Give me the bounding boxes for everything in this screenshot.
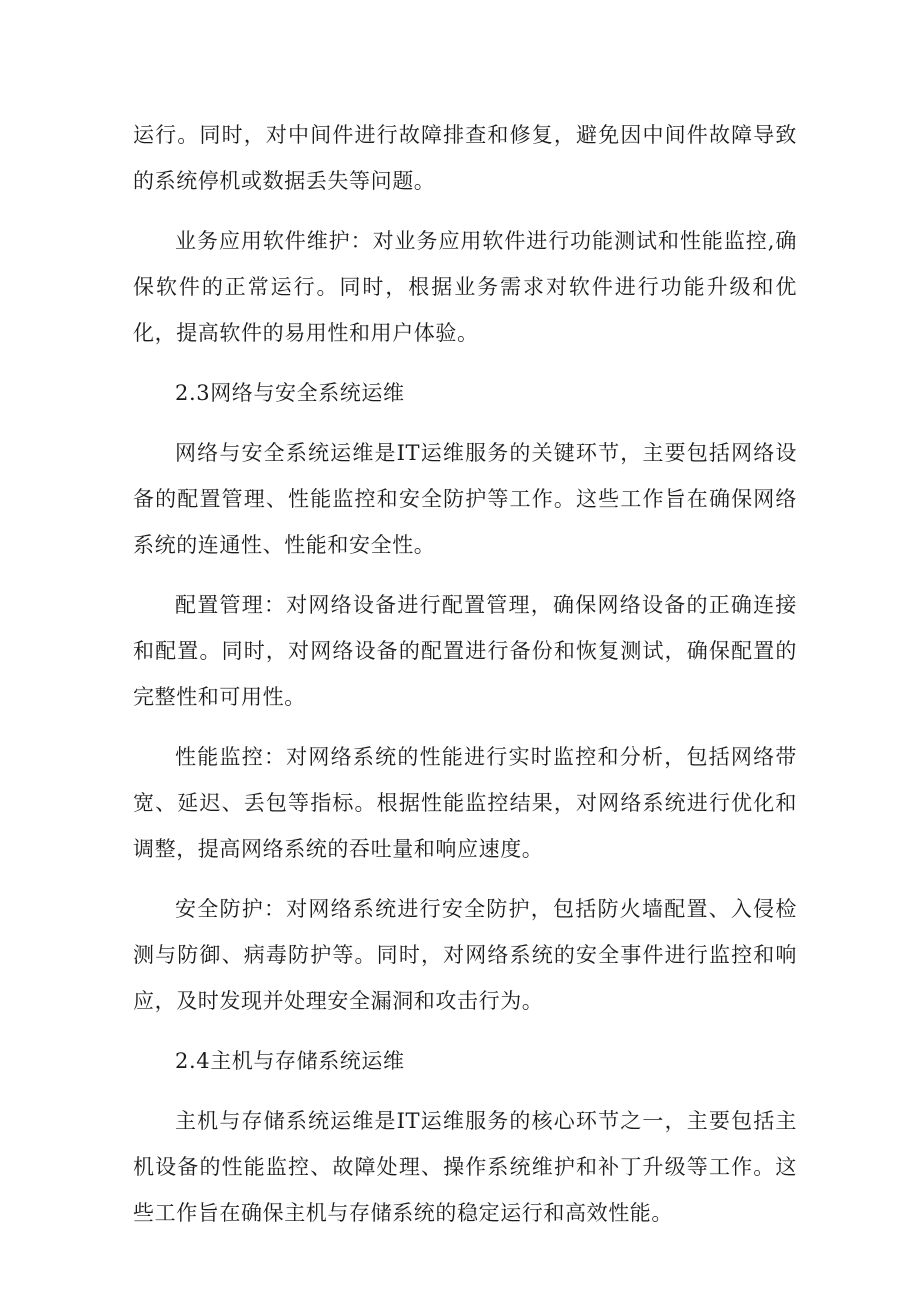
paragraph-performance-monitoring: 性能监控：对网络系统的性能进行实时监控和分析，包括网络带宽、延迟、丢包等指标。根据性能监控结果，对网络系统进行优化和调整，提高网络系统的吞吐量和响应速度。: [133, 745, 797, 861]
document-body: [133, 112, 797, 1250]
section-heading-2-3: 2.3网络与安全系统运维: [175, 381, 405, 405]
paragraph-business-software-maintenance: 业务应用软件维护：对业务应用软件进行功能测试和性能监控,确保软件的正常运行。同时，根据业务需求对软件进行功能升级和优化，提高软件的易用性和用户体验。: [133, 229, 797, 345]
paragraph-security-protection: 安全防护：对网络系统进行安全防护，包括防火墙配置、入侵检测与防御、病毒防护等。同时，对网络系统的安全事件进行监控和响应，及时发现并处理安全漏洞和攻击行为。: [133, 897, 797, 1013]
section-heading-2-4: 2.4主机与存储系统运维: [175, 1049, 405, 1073]
paragraph-middleware-continued: 运行。同时，对中间件进行故障排查和修复，避免因中间件故障导致的系统停机或数据丢失等问题。: [133, 123, 797, 193]
paragraph-host-storage-intro: 主机与存储系统运维是IT运维服务的核心环节之一，主要包括主机设备的性能监控、故障处理、操作系统维护和补丁升级等工作。这些工作旨在确保主机与存储系统的稳定运行和高效性能。: [133, 1109, 797, 1225]
paragraph-configuration-management: 配置管理：对网络设备进行配置管理，确保网络设备的正确连接和配置。同时，对网络设备的配置进行备份和恢复测试，确保配置的完整性和可用性。: [133, 593, 797, 709]
paragraph-network-security-intro: 网络与安全系统运维是IT运维服务的关键环节，主要包括网络设备的配置管理、性能监控和安全防护等工作。这些工作旨在确保网络系统的连通性、性能和安全性。: [133, 441, 797, 557]
